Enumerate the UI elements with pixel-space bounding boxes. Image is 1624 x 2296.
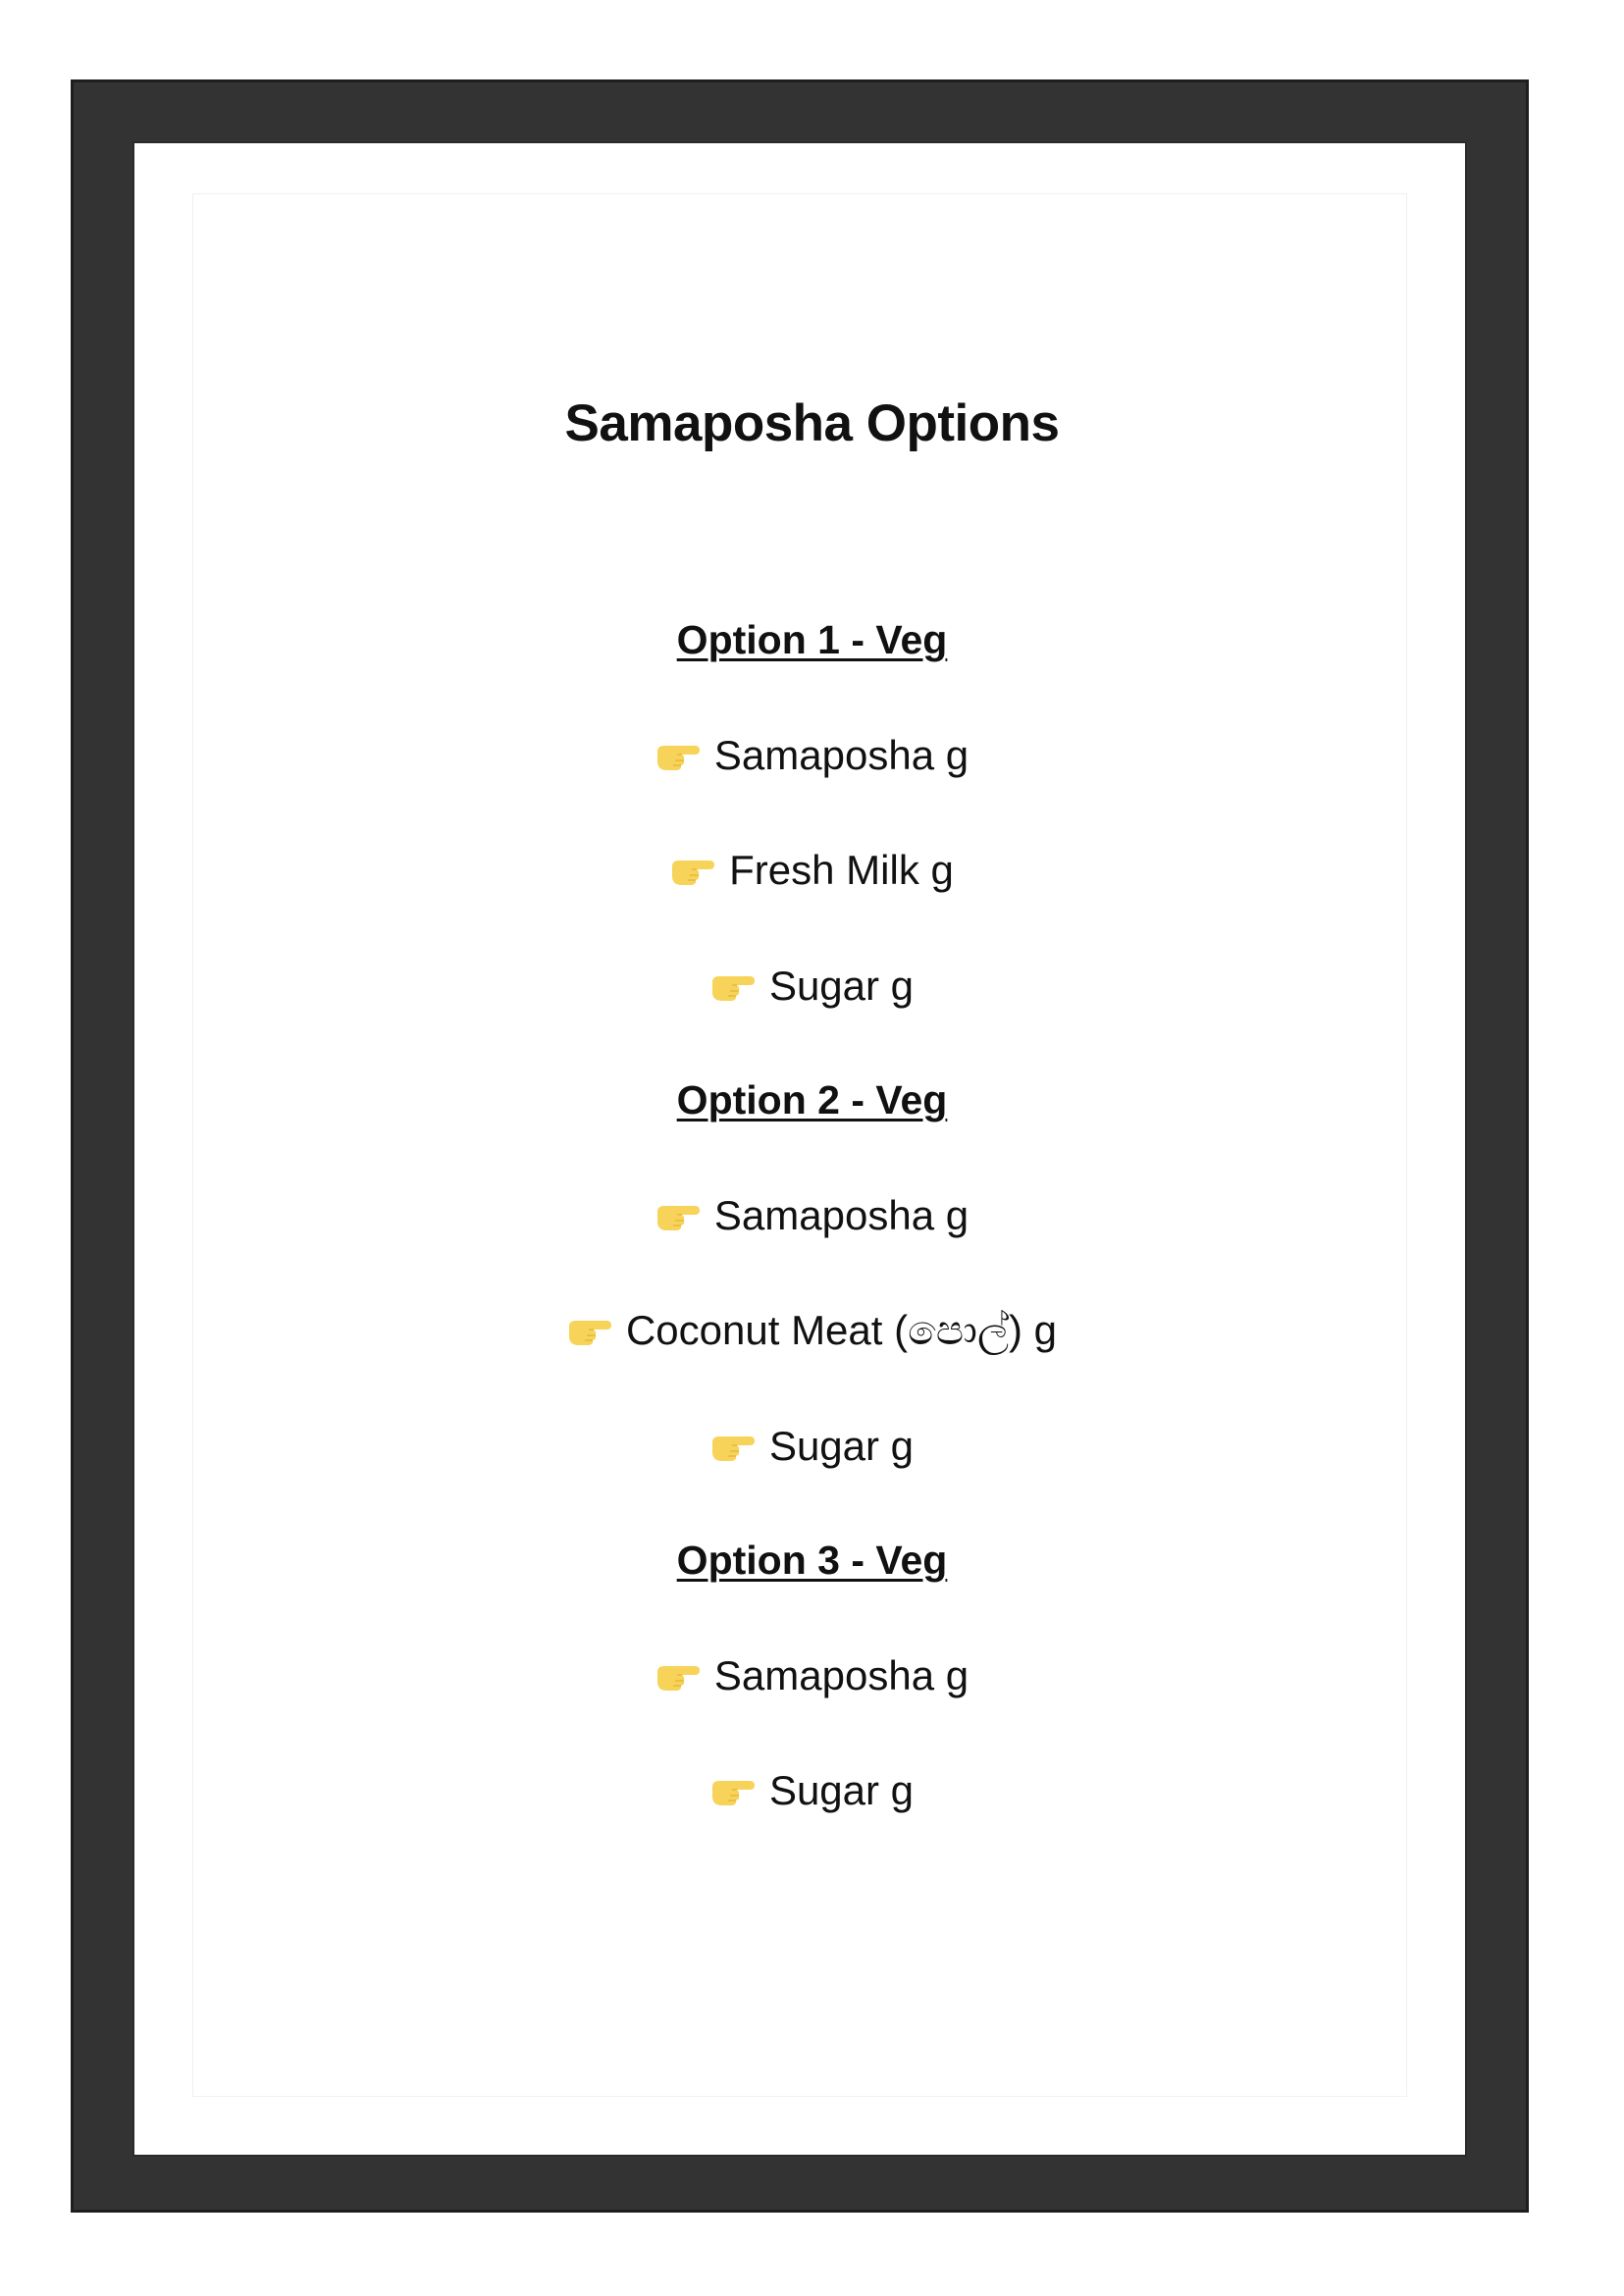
list-item	[0, 1192, 1624, 1238]
pointing-hand-icon	[655, 1198, 701, 1231]
option-2-heading	[0, 1077, 1624, 1122]
option-3-heading	[0, 1540, 1624, 1581]
pointing-hand-icon	[710, 968, 756, 1002]
list-item	[0, 847, 1624, 893]
pointing-hand-icon	[710, 1773, 756, 1806]
list-item	[0, 1423, 1624, 1469]
pointing-hand-icon	[655, 738, 701, 771]
list-item-text: Sugar g	[768, 963, 915, 1009]
list-item-text: Samaposha g	[713, 1652, 969, 1698]
list-item-text: Samaposha g	[713, 732, 969, 778]
list-item-text: Sugar g	[768, 1767, 915, 1813]
list-item-text: Fresh Milk g	[729, 847, 954, 893]
list-item	[0, 1307, 1624, 1353]
option-3-heading-text: Option 3 - Veg	[676, 1538, 948, 1583]
list-item	[0, 965, 1624, 1007]
list-item-text: Coconut Meat (පොල්) g	[625, 1307, 1058, 1353]
list-item-text: Sugar g	[768, 1423, 915, 1469]
list-item	[0, 1767, 1624, 1813]
option-1-heading-text: Option 1 - Veg	[676, 617, 948, 662]
option-2-heading-text: Option 2 - Veg	[676, 1077, 948, 1122]
pointing-hand-icon	[670, 853, 715, 886]
list-item	[0, 1652, 1624, 1698]
page-title: Samaposha Options	[564, 394, 1060, 452]
option-1-heading	[0, 617, 1624, 662]
list-item-text: Samaposha g	[713, 1192, 969, 1238]
pointing-hand-icon	[567, 1313, 612, 1346]
pointing-hand-icon	[655, 1658, 701, 1692]
pointing-hand-icon	[710, 1429, 756, 1462]
list-item	[0, 732, 1624, 778]
